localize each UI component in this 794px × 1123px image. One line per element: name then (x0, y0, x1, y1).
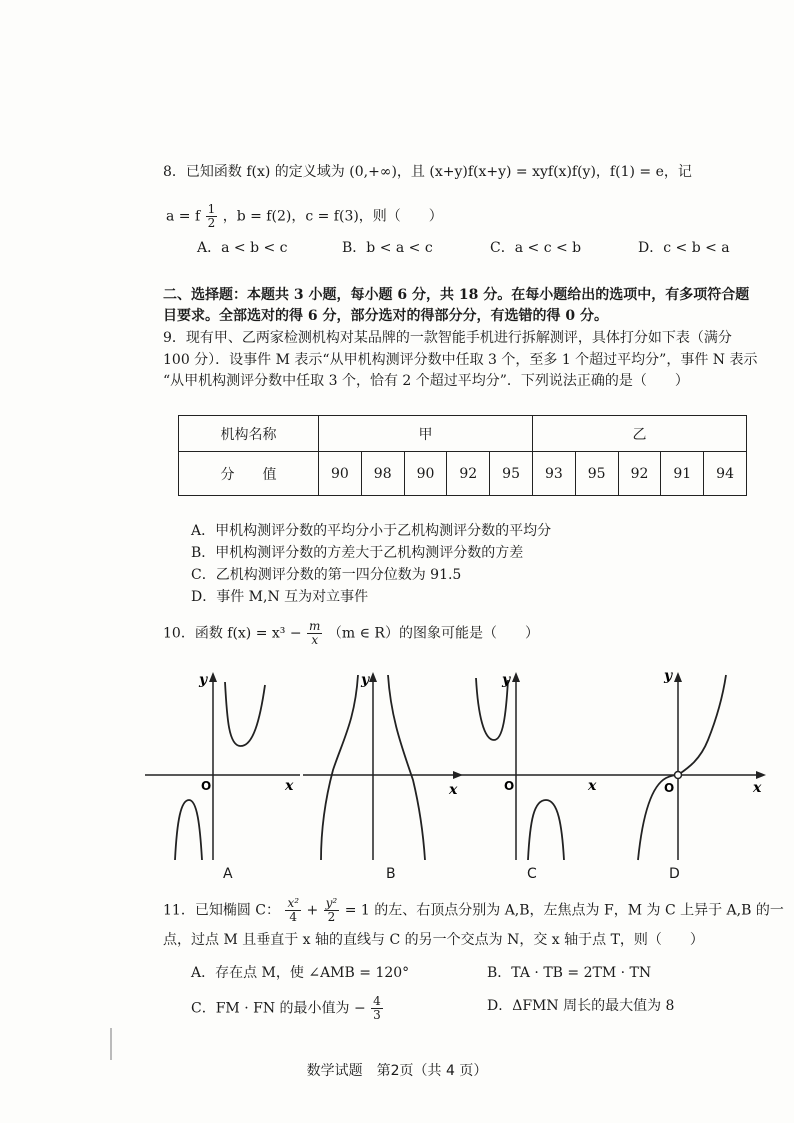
q9-option-b: B．甲机构测评分数的方差大于乙机构测评分数的方差 (191, 545, 524, 561)
graph-b-y-label: y (361, 672, 370, 688)
table-row-label: 分 值 (179, 452, 319, 496)
q9-option-c: C．乙机构测评分数的第一四分位数为 91.5 (191, 567, 462, 583)
q11-plus: + (306, 902, 319, 919)
graph-c-x-label: x (588, 778, 597, 794)
graph-b-label: B (386, 866, 396, 882)
graph-a-origin: O (201, 779, 212, 793)
q11-fraction-y (324, 897, 340, 924)
graph-a-label: A (223, 866, 233, 882)
score-b-2: 95 (575, 452, 618, 496)
q11-f1-den: 4 (289, 910, 298, 924)
q8-frac-num: 1 (207, 202, 216, 216)
graph-a-x-label: x (285, 778, 294, 794)
q10-post: （m ∈ R）的图象可能是（ ） (327, 625, 539, 642)
q8-line1: 8．已知函数 f(x) 的定义域为 (0,+∞)，且 (x+y)f(x+y) = xyf(x)f(y)，f(1) = e，记 (163, 164, 692, 180)
q9-option-a: A．甲机构测评分数的平均分小于乙机构测评分数的平均分 (191, 523, 552, 539)
q10-frac-den: x (311, 633, 319, 647)
q8-option-d: D．c < b < a (638, 240, 730, 256)
score-a-4: 92 (447, 452, 490, 496)
q11-optc-pre: C．FM · FN 的最小值为 − (191, 1000, 366, 1017)
q11-option-b: B．TA · TB = 2TM · TN (487, 965, 652, 981)
q11-fraction-x (285, 897, 301, 924)
q8-line2 (166, 203, 443, 230)
q10-fraction (307, 620, 322, 647)
q9-line1: 9．现有甲、乙两家检测机构对某品牌的一款智能手机进行拆解测评，具体打分如下表（满分 (163, 330, 732, 346)
page-footer: 数学试题 第2页（共 4 页） (306, 1063, 488, 1079)
graph-a (145, 660, 310, 865)
score-b-1: 93 (532, 452, 575, 496)
score-b-5: 94 (704, 452, 747, 496)
score-b-4: 91 (661, 452, 704, 496)
q11-option-a: A．存在点 M，使 ∠AMB = 120° (191, 965, 410, 981)
graph-b-x-label: x (449, 782, 458, 798)
graph-b (303, 660, 468, 865)
q11-optc-den: 3 (373, 1008, 381, 1022)
table-org-a: 甲 (319, 416, 533, 452)
graph-d-y-label: y (664, 668, 673, 684)
q9-option-d: D．事件 M,N 互为对立事件 (191, 589, 369, 605)
q11-optc-fraction (371, 995, 383, 1022)
q11-f2-den: 2 (327, 910, 336, 924)
q11-line2: 点，过点 M 且垂直于 x 轴的直线与 C 的另一个交点为 N，交 x 轴于点 T，则（ ） (163, 932, 704, 948)
score-table (178, 415, 747, 496)
q11-line1 (163, 897, 784, 924)
q11-pre: 11．已知椭圆 C： (163, 902, 280, 919)
q10-pre: 10．函数 f(x) = x³ − (163, 625, 302, 642)
q8-option-b: B．b < a < c (342, 240, 433, 256)
q8-a-def: a = f (166, 208, 201, 225)
q11-post: = 1 的左、右顶点分别为 A,B，左焦点为 F，M 为 C 上异于 A,B 的一 (344, 902, 784, 919)
q9-line3: “从甲机构测评分数中任取 3 个，恰有 2 个超过平均分”．下列说法正确的是（ ） (163, 373, 689, 389)
q8-frac-den: 2 (207, 216, 216, 230)
q8-half-fraction (206, 203, 218, 230)
graph-c (458, 660, 618, 865)
q11-option-d: D．ΔFMN 周长的最大值为 8 (487, 998, 675, 1014)
graph-a-y-label: y (199, 672, 208, 688)
score-b-3: 92 (618, 452, 661, 496)
score-a-2: 98 (361, 452, 404, 496)
score-a-1: 90 (319, 452, 362, 496)
q9-line2: 100 分）．设事件 M 表示“从甲机构测评分数中任取 3 个，至多 1 个超过平均分”，事件 N 表示 (163, 352, 758, 368)
q8-bc-def: ，b = f(2)，c = f(3)，则（ ） (222, 208, 443, 225)
q8-option-c: C．a < c < b (490, 240, 582, 256)
graph-c-y-label: y (502, 672, 511, 688)
margin-mark (110, 1028, 112, 1060)
q11-optc-num: 4 (373, 994, 381, 1008)
graph-c-label: C (527, 866, 537, 882)
q10-stem (163, 620, 539, 647)
q11-f1-num: x² (287, 896, 300, 910)
q10-frac-num: m (309, 619, 321, 633)
section2-line2: 目要求。全部选对的得 6 分，部分选对的得部分分，有选错的得 0 分。 (163, 308, 608, 324)
score-a-5: 95 (490, 452, 533, 496)
graph-d-label: D (669, 866, 680, 882)
graph-d-x-label: x (753, 780, 762, 796)
table-header-label: 机构名称 (179, 416, 319, 452)
graph-d (608, 660, 773, 865)
graph-d-origin: O (664, 781, 675, 795)
q11-f2-num: y² (325, 896, 338, 910)
graph-c-origin: O (504, 779, 515, 793)
q8-option-a: A．a < b < c (197, 240, 288, 256)
section2-line1: 二、选择题：本题共 3 小题，每小题 6 分，共 18 分。在每小题给出的选项中，有多项符合题 (163, 287, 750, 303)
score-a-3: 90 (404, 452, 447, 496)
q11-option-c (191, 995, 384, 1022)
table-org-b: 乙 (532, 416, 746, 452)
